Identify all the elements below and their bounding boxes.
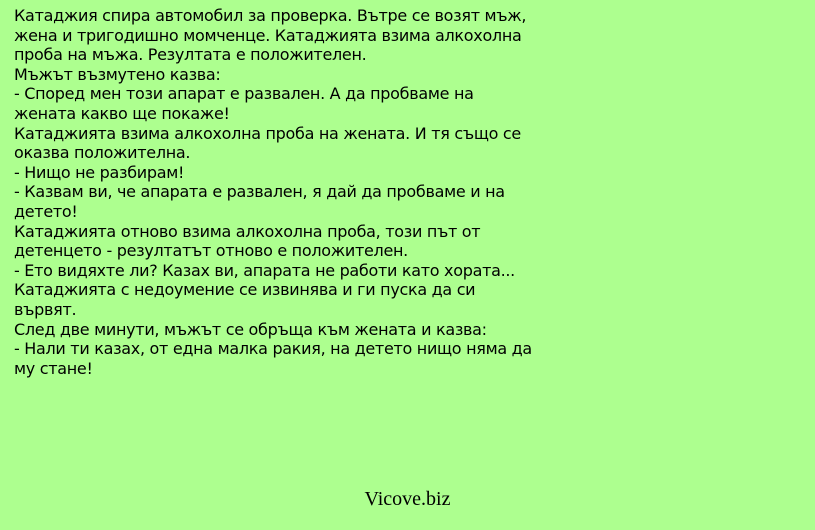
joke-line: Катаджията взима алкохолна проба на жената. И тя също се xyxy=(14,123,521,143)
site-footer: Vicove.biz xyxy=(364,488,451,510)
joke-line: Катаджия спира автомобил за проверка. Вътре се возят мъж, xyxy=(14,6,527,25)
joke-line: - Според мен този апарат е развален. А да пробваме на xyxy=(14,84,474,104)
joke-line: Мъжът възмутено казва: xyxy=(14,64,221,84)
joke-line: Катаджията с недоумение се извинява и ги пуска да си xyxy=(14,280,476,300)
joke-line: му стане! xyxy=(14,358,93,378)
joke-line: оказва положителна. xyxy=(14,143,191,163)
joke-line: жената какво ще покаже! xyxy=(14,103,230,123)
joke-line: проба на мъжа. Резултата е положителен. xyxy=(14,45,367,65)
joke-line: Катаджията отново взима алкохолна проба, този път от xyxy=(14,221,481,241)
joke-line: - Нали ти казах, от една малка ракия, на детето нищо няма да xyxy=(14,339,532,359)
joke-line: вървят. xyxy=(14,299,77,319)
joke-line: детето! xyxy=(14,201,78,221)
joke-line: детенцето - резултатът отново е положителен. xyxy=(14,241,408,261)
joke-text xyxy=(14,6,804,378)
joke-line: След две минути, мъжът се обръща към жената и казва: xyxy=(14,319,487,339)
joke-line: жена и тригодишно момченце. Катаджията взима алкохолна xyxy=(14,25,522,45)
joke-line: - Ето видяхте ли? Казах ви, апарата не работи като хората... xyxy=(14,260,515,280)
joke-line: - Казвам ви, че апарата е развален, я дай да пробваме и на xyxy=(14,182,505,202)
joke-line: - Нищо не разбирам! xyxy=(14,162,185,182)
